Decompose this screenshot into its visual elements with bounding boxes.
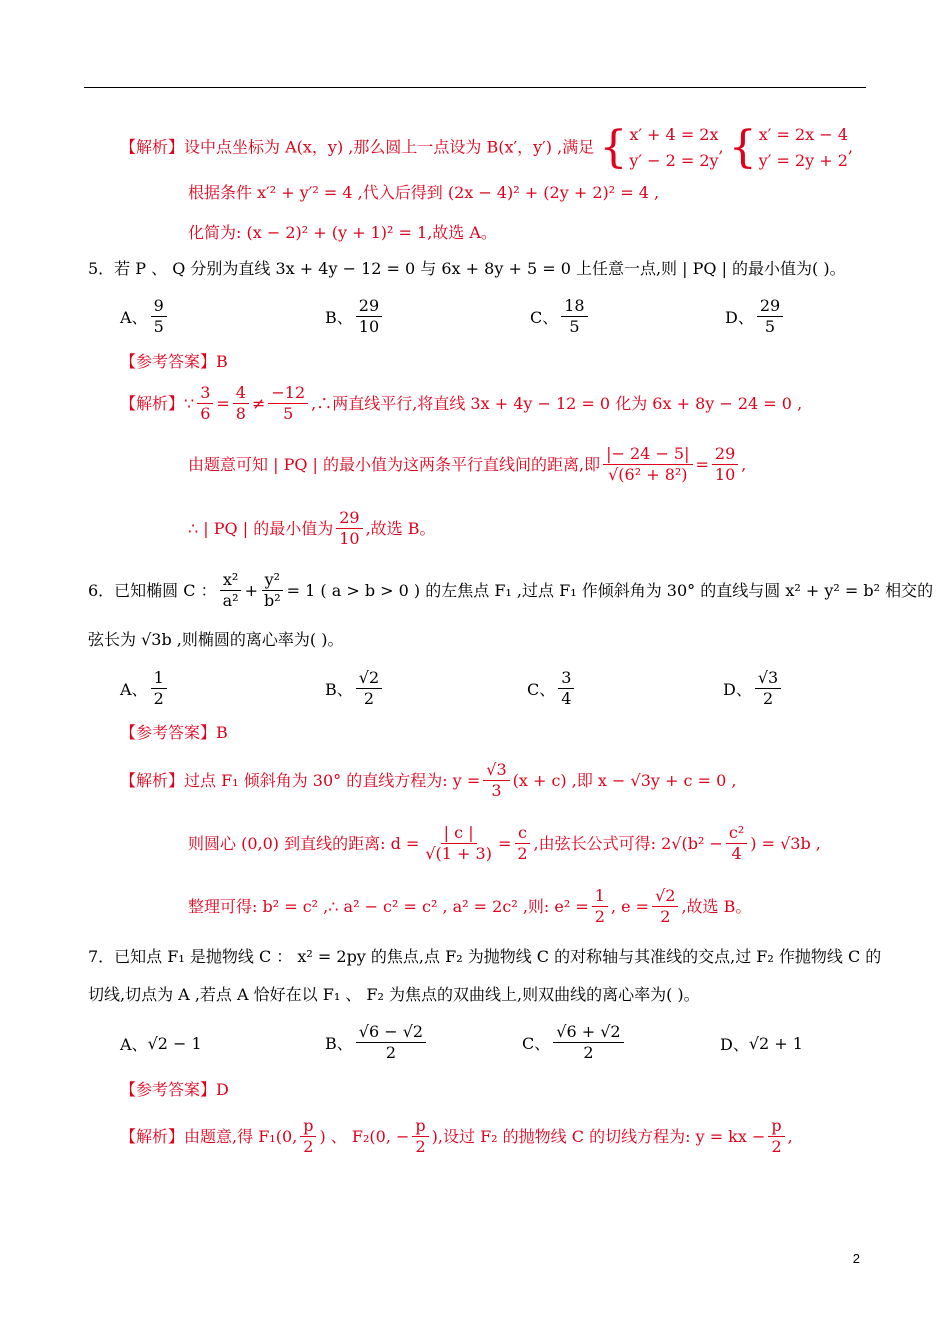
q6-analysis-text: , e = <box>610 896 650 916</box>
q7-analysis-text: ),设过 F₂ 的抛物线 C 的切线方程为: y = kx − <box>431 1126 766 1146</box>
q5-analysis-text: ∴ | PQ | 的最小值为 <box>188 518 334 538</box>
frac-num: p <box>300 1116 316 1137</box>
q6-option-c[interactable] <box>527 668 577 709</box>
q6-analysis-text: 过点 F₁ 倾斜角为 30° 的直线方程为: y = <box>184 770 481 790</box>
frac-den: 6 <box>200 404 211 423</box>
q5-analysis-text: 由题意可知 | PQ | 的最小值为这两条平行直线间的距离,即 <box>188 454 601 474</box>
frac-den: 3 <box>491 781 502 800</box>
q7-answer <box>120 1078 229 1102</box>
q6-analysis-text: 则圆心 (0,0) 到直线的距离: d = <box>188 833 420 853</box>
frac-num: | c | <box>441 823 477 844</box>
frac-num: 3 <box>558 668 574 689</box>
q7-option-a[interactable] <box>120 1032 202 1055</box>
frac-num: 9 <box>151 296 167 317</box>
q5-analysis-line-2: 由题意可知 | PQ | 的最小值为这两条平行直线间的距离,即 $\frac{|- 24 - 5|}{\text{√(6² + 8²)}}$ = $\frac{29}{10}$ , <box>188 444 747 484</box>
q5-analysis-text: ,∴两直线平行,将直线 3x + 4y − 12 = 0 化为 6x + 8y − 24 = 0 , <box>311 393 803 413</box>
frac-den: 2 <box>303 1137 314 1156</box>
q6-stem-text: = 1 ( a > b > 0 ) 的左焦点 F₁ ,过点 F₁ 作倾斜角为 30° 的直线与圆 x² + y² = b² 相交的 <box>286 580 934 600</box>
frac-den: 10 <box>358 317 380 336</box>
frac-num: −12 <box>268 383 308 404</box>
answer-tag: 【参考答案】 <box>120 1080 217 1099</box>
frac-num: 3 <box>197 383 213 404</box>
q6-option-b[interactable] <box>325 668 385 709</box>
q4-analysis-text: 设中点坐标为 A(x，y) ,那么圆上一点设为 B(x′，y′) ,满足 <box>184 137 595 157</box>
answer-tag: 【参考答案】 <box>120 723 217 742</box>
frac-num: √6 + √2 <box>553 1022 623 1043</box>
frac-den: 2 <box>153 689 164 708</box>
q6-analysis-text: (x + c) ,即 x − √3y + c = 0 , <box>512 770 737 790</box>
frac-num: 1 <box>592 886 608 907</box>
system-row: y′ = 2y + 2 <box>758 151 848 170</box>
frac-den: √(1 + 3) <box>425 844 492 863</box>
option-letter: C、 <box>527 680 556 699</box>
option-letter: A、 <box>120 680 148 699</box>
page-number: 2 <box>852 1251 860 1266</box>
option-letter: B、 <box>325 308 353 327</box>
frac-num: √2 <box>356 668 382 689</box>
frac-num: p <box>768 1116 784 1137</box>
frac-den: 5 <box>569 317 580 336</box>
frac-den: 4 <box>731 844 742 863</box>
equation-system-1: { x′ + 4 = 2x y′ − 2 = 2y <box>599 122 719 173</box>
frac-num: 29 <box>336 508 362 529</box>
q5-answer <box>120 350 228 374</box>
frac-num: √2 <box>652 886 678 907</box>
q6-stem-line-1: 6．已知椭圆 C ： $\frac{\text{x²}}{\text{a²}}$ + $\frac{\text{y²}}{\text{b²}}$ = 1 ( a > b > 0 ) 的左焦点 F₁ ,过点 F₁ 作倾斜角为 30° 的直线与圆 x² + y² = b² 相交的 <box>88 570 934 610</box>
frac-num: √3 <box>483 760 509 781</box>
answer-value: D <box>216 1080 229 1099</box>
q5-option-b[interactable] <box>325 296 385 337</box>
option-letter: A、 <box>120 308 148 327</box>
frac-num: |− 24 − 5| <box>603 444 692 465</box>
frac-den: 5 <box>283 404 294 423</box>
q6-analysis-text: 整理可得: b² = c² ,∴ a² − c² = c² , a² = 2c² ,则: e² = <box>188 896 589 916</box>
option-value: √2 − 1 <box>147 1034 202 1053</box>
q7-stem-line-2: 切线,切点为 A ,若点 A 恰好在以 F₁ 、 F₂ 为焦点的双曲线上,则双曲线的离心率为( )。 <box>88 985 700 1004</box>
header-rule <box>84 87 866 88</box>
frac-den: 2 <box>660 907 671 926</box>
frac-num: c <box>515 823 530 844</box>
q5-stem: 5．若 P 、 Q 分别为直线 3x + 4y − 12 = 0 与 6x + 8y + 5 = 0 上任意一点,则 | PQ | 的最小值为( )。 <box>88 259 846 278</box>
option-letter: C、 <box>530 308 559 327</box>
option-letter: D、 <box>720 1035 749 1054</box>
q6-analysis-text: ,故选 B。 <box>681 896 752 916</box>
answer-value: B <box>216 723 228 742</box>
q7-stem-line-1: 7．已知点 F₁ 是抛物线 C ： x² = 2py 的焦点,点 F₂ 为抛物线 C 的对称轴与其准线的交点,过 F₂ 作抛物线 C 的 <box>88 947 882 966</box>
analysis-tag: 【解析】 <box>120 1126 185 1146</box>
answer-value: B <box>216 352 228 371</box>
q6-stem-line-2: 弦长为 √3b ,则椭圆的离心率为( )。 <box>88 630 344 649</box>
frac-den: 2 <box>517 844 528 863</box>
frac-num: 29 <box>712 444 738 465</box>
system-row: y′ − 2 = 2y <box>629 151 719 170</box>
frac-den: 2 <box>594 907 605 926</box>
q6-option-d[interactable] <box>723 668 784 709</box>
frac-den: 2 <box>385 1043 397 1062</box>
frac-num: 29 <box>757 296 783 317</box>
q5-analysis-line-1: 【解析】 ∵ $\frac{3}{6}$ = $\frac{4}{8}$ ≠ $\frac{-12}{5}$ ,∴两直线平行,将直线 3x + 4y − 12 = 0 化为 6x + 8y − 24 = 0 , <box>120 383 803 423</box>
frac-num: p <box>412 1116 428 1137</box>
q4-analysis-line-1: 【解析】设中点坐标为 A(x，y) ,那么圆上一点设为 B(x′，y′) ,满足 { x′ + 4 = 2x y′ − 2 = 2y , { x′ = 2x − 4 y′ = 2y + 2 , <box>120 122 854 173</box>
option-letter: D、 <box>725 308 754 327</box>
system-row: x′ = 2x − 4 <box>758 125 848 144</box>
frac-num: x² <box>220 570 241 591</box>
q6-analysis-line-2: 则圆心 (0,0) 到直线的距离: d = $\frac{| c |}{√(1 + 3)}$ = $\frac{c}{2}$ ,由弦长公式可得: 2√(b² − $\frac{\text{c²}}{4}$ ) = √3b , <box>188 823 821 863</box>
frac-den: 2 <box>762 689 774 708</box>
frac-num: 18 <box>561 296 587 317</box>
answer-tag: 【参考答案】 <box>120 352 217 371</box>
q6-answer <box>120 721 228 745</box>
frac-num: 4 <box>233 383 249 404</box>
q7-option-d[interactable] <box>720 1032 803 1055</box>
frac-num: 29 <box>356 296 382 317</box>
frac-num: y² <box>262 570 283 591</box>
q5-analysis-text: ,故选 B。 <box>365 518 436 538</box>
option-letter: D、 <box>723 680 752 699</box>
analysis-tag: 【解析】 <box>120 137 185 157</box>
q4-analysis-line-3: 化简为: (x − 2)² + (y + 1)² = 1,故选 A。 <box>188 223 497 242</box>
q7-analysis-text: 由题意,得 F₁(0, <box>184 1126 298 1146</box>
q6-analysis-line-1 <box>120 760 736 801</box>
frac-num: c² <box>726 823 747 844</box>
q6-stem-text: 6．已知椭圆 C ： <box>88 580 217 600</box>
q7-option-c[interactable] <box>522 1022 627 1063</box>
frac-den: 8 <box>235 404 246 423</box>
frac-den: 5 <box>153 317 164 336</box>
q5-option-d[interactable] <box>725 296 786 337</box>
frac-den: 10 <box>339 529 360 548</box>
q4-analysis-line-2: 根据条件 x′² + y′² = 4 ,代入后得到 (2x − 4)² + (2y + 2)² = 4 , <box>188 183 660 202</box>
q7-option-b[interactable] <box>325 1022 429 1063</box>
frac-num: √6 − √2 <box>356 1022 426 1043</box>
analysis-tag: 【解析】 <box>120 770 185 790</box>
frac-den: √(6² + 8²) <box>608 465 688 484</box>
frac-num: √3 <box>755 668 781 689</box>
option-letter: C、 <box>522 1034 551 1053</box>
frac-den: 4 <box>561 689 572 708</box>
frac-den: 2 <box>415 1137 426 1156</box>
q7-analysis-line-1 <box>120 1116 793 1157</box>
because-sign: ∵ <box>184 393 195 413</box>
frac-den: 2 <box>363 689 375 708</box>
q5-analysis-line-3 <box>188 508 436 549</box>
option-value: √2 + 1 <box>748 1034 803 1053</box>
frac-den: 2 <box>771 1137 782 1156</box>
q5-option-c[interactable] <box>530 296 591 337</box>
q6-analysis-line-3 <box>188 886 751 927</box>
frac-den: b² <box>263 591 281 610</box>
frac-den: 2 <box>583 1043 594 1062</box>
option-letter: A、 <box>120 1035 148 1054</box>
frac-den: 10 <box>714 465 736 484</box>
option-letter: B、 <box>325 680 353 699</box>
frac-num: 1 <box>151 668 167 689</box>
analysis-tag: 【解析】 <box>120 393 185 413</box>
frac-den: 5 <box>764 317 776 336</box>
frac-den: a² <box>222 591 239 610</box>
system-row: x′ + 4 = 2x <box>629 125 719 144</box>
q6-option-a[interactable] <box>120 668 170 709</box>
q7-analysis-text: ) 、 F₂(0, − <box>319 1126 410 1146</box>
q6-analysis-text: ,由弦长公式可得: 2√(b² − <box>533 833 723 853</box>
q7-analysis-text: , <box>787 1126 793 1146</box>
option-letter: B、 <box>325 1034 353 1053</box>
equation-system-2: { x′ = 2x − 4 y′ = 2y + 2 <box>728 122 848 173</box>
q6-analysis-text: ) = √3b , <box>750 833 821 853</box>
q5-option-a[interactable] <box>120 296 170 337</box>
